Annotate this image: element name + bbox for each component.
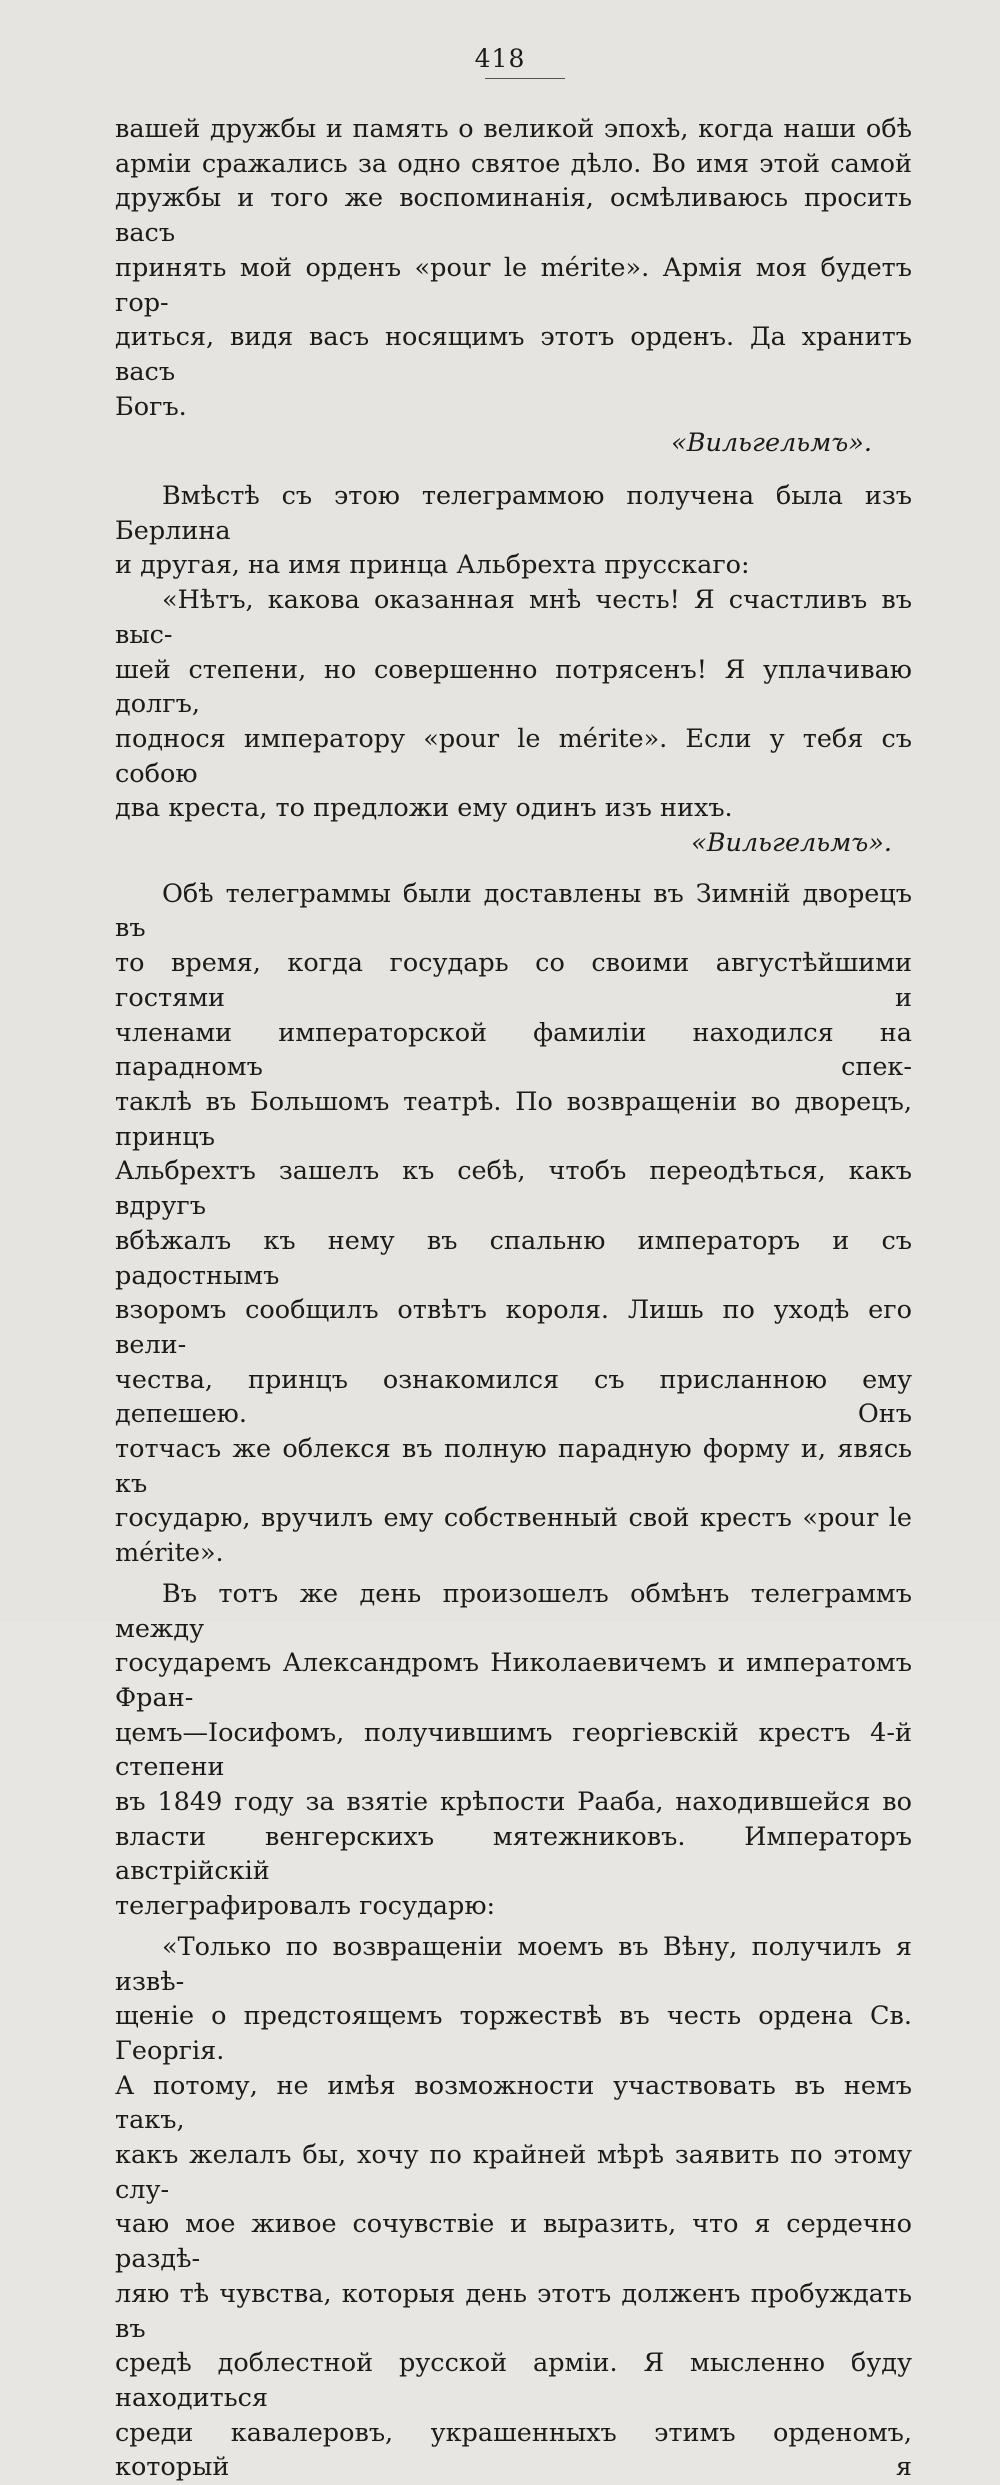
text-line: шей степени, но совершенно потрясенъ! Я уплачиваю долгъ, xyxy=(115,654,912,720)
paragraph-6-quote xyxy=(115,1930,912,2485)
text-line: средѣ доблестной русской арміи. Я мысленно буду находиться xyxy=(115,2348,912,2413)
text-line: взоромъ сообщилъ отвѣтъ короля. Лишь по уходѣ его вели- xyxy=(115,1295,912,1360)
text-line: «Только по возвращеніи моемъ въ Вѣну, получилъ я извѣ- xyxy=(115,1931,912,1997)
text-line: таклѣ въ Большомъ театрѣ. По возвращеніи во дворецъ, принцъ xyxy=(115,1086,912,1152)
text-line: mérite». xyxy=(115,1538,224,1569)
page-number-rule xyxy=(485,78,565,79)
text-line: ляю тѣ чувства, которыя день этотъ долженъ пробуждать въ xyxy=(115,2278,912,2344)
text-line: телеграфировалъ государю: xyxy=(115,1891,496,1922)
text-line: Вмѣстѣ съ этою телеграммою получена была изъ Берлина xyxy=(115,481,912,546)
text-line: цемъ—Іосифомъ, получившимъ георгіевскій крестъ 4-й степени xyxy=(115,1717,912,1783)
text-line: членами императорской фамиліи находился на парадномъ спек- xyxy=(115,1017,912,1083)
text-line: то время, когда государь со своими августѣйшими гостями и xyxy=(115,948,912,1013)
text-line: среди кавалеровъ, украшенныхъ этимъ орденомъ, который я xyxy=(115,2417,912,2483)
text-line: арміи сражались за одно святое дѣло. Во имя этой самой xyxy=(115,148,912,179)
text-line: вбѣжалъ къ нему въ спальню императоръ и съ радостнымъ xyxy=(115,1225,912,1291)
text-line: щеніе о предстоящемъ торжествѣ въ честь ордена Св. Георгія. xyxy=(115,2001,912,2066)
page-text xyxy=(115,112,912,2485)
text-line: Богъ. xyxy=(115,391,187,422)
text-line: диться, видя васъ носящимъ этотъ орденъ. Да хранитъ васъ xyxy=(115,322,912,387)
text-line: поднося императору «pour le mérite». Если у тебя съ собою xyxy=(115,723,912,789)
text-line: чества, принцъ ознакомился съ присланною ему депешею. Онъ xyxy=(115,1364,912,1430)
text-line: принять мой орденъ «pour le mérite». Армія моя будетъ гор- xyxy=(115,252,912,318)
paragraph-3-quote xyxy=(115,583,912,826)
text-line: Въ тотъ же день произошелъ обмѣнъ телеграммъ между xyxy=(115,1578,912,1644)
text-line: государю, вручилъ ему собственный свой крестъ «pour le xyxy=(115,1503,912,1534)
text-line: «Нѣтъ, какова оказанная мнѣ честь! Я счастливъ въ выс- xyxy=(115,585,912,650)
paragraph-5 xyxy=(115,1577,912,1924)
signature-wilhelm-1: «Вильгельмъ». xyxy=(671,428,872,459)
text-line: чаю мое живое сочувствіе и выразить, что я сердечно раздѣ- xyxy=(115,2209,912,2275)
text-line: Обѣ телеграммы были доставлены въ Зимній дворецъ въ xyxy=(115,878,912,944)
text-line: Альбрехтъ зашелъ къ себѣ, чтобъ переодѣться, какъ вдругъ xyxy=(115,1156,912,1222)
text-line: дружбы и того же воспоминанія, осмѣливаюсь просить васъ xyxy=(115,183,912,249)
text-line: въ 1849 году за взятіе крѣпости Рааба, находившейся во xyxy=(115,1787,912,1818)
text-line: А потому, не имѣя возможности участвовать въ немъ такъ, xyxy=(115,2070,912,2136)
paragraph-1 xyxy=(115,112,912,424)
text-line: вашей дружбы и память о великой эпохѣ, когда наши обѣ xyxy=(115,114,912,144)
text-line: тотчасъ же облекся въ полную парадную форму и, явясь къ xyxy=(115,1434,912,1499)
signature-wilhelm-2: «Вильгельмъ». xyxy=(691,828,892,859)
text-line: власти венгерскихъ мятежниковъ. Императоръ австрійскій xyxy=(115,1821,912,1887)
page-number: 418 xyxy=(474,44,526,73)
text-line: государемъ Александромъ Николаевичемъ и императомъ Фран- xyxy=(115,1648,912,1713)
paragraph-2 xyxy=(115,479,912,583)
text-line: два креста, то предложи ему одинъ изъ нихъ. xyxy=(115,793,733,824)
text-line: какъ желалъ бы, хочу по крайней мѣрѣ заявить по этому слу- xyxy=(115,2140,912,2205)
paragraph-4 xyxy=(115,877,912,1571)
text-line: и другая, на имя принца Альбрехта прусскаго: xyxy=(115,550,750,581)
